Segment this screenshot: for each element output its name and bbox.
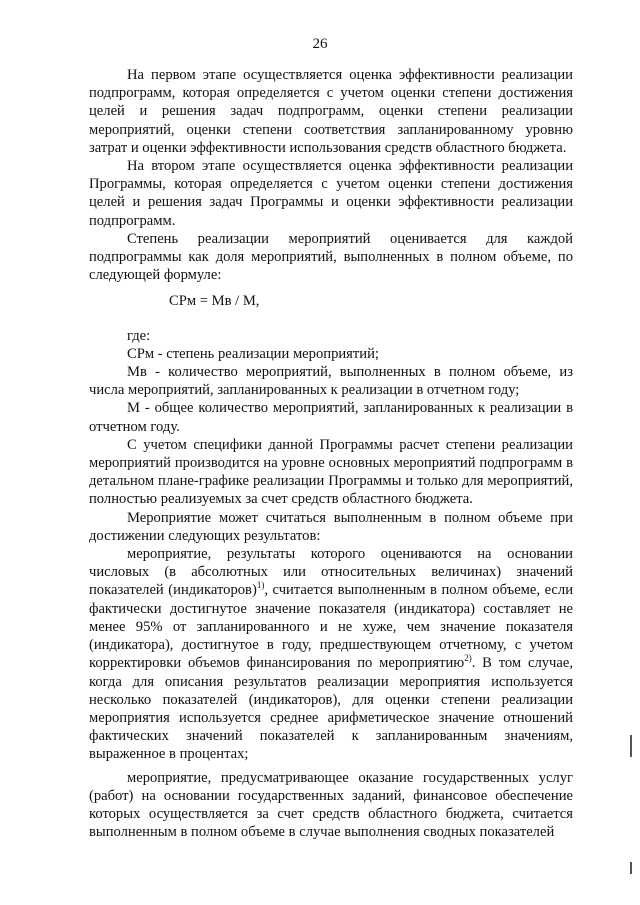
spacer [89, 317, 573, 327]
document-body [89, 66, 573, 841]
definition-mv: Мв - количество мероприятий, выполненных в полном объеме, из числа мероприятий, запланированных к реализации в отчетном году; [89, 364, 573, 399]
paragraph-program-specifics: С учетом специфики данной Программы расчет степени реализации мероприятий производится на уровне основных мероприятий подпрограмм в детальном плане-графике реализации Программы и только для мероприятий, полностью реализуемых за счет средств областного бюджета. [89, 436, 573, 508]
page-number: 26 [312, 36, 328, 52]
text-run: мероприятие, результаты которого оцениваются на основании числовых (в абсолютных или относительных величинах) значений показателей (индикаторов) [89, 546, 573, 599]
where-label: где: [127, 327, 151, 344]
text-run: . В том случае, когда для описания результатов реализации мероприятия используется несколько показателей (индикаторов), для оценки степени реализации мероприятия используется среднее арифметическое значение отношений фактических значений показателей к запланированным значениям, выраженное в процентах; [89, 655, 573, 763]
paragraph-state-services: мероприятие, предусматривающее оказание государственных услуг (работ) на основании государственных заданий, финансовое обеспечение которых осуществляется за счет средств областного бюджета, считается выполненным в полном объеме в случае выполнения сводных показателей [89, 769, 573, 841]
formula: СРм = Мв / М, [169, 293, 260, 310]
text-run: , считается выполненным в полном объеме, если фактически достигнутое значение показателя (индикатора) составляет не менее 95% от запланированного и не хуже, чем значение показателя (индикатора), достигнутое в году, предшествующем отчетному, с учетом корректировки объемов финансирования по мероприятию [89, 582, 573, 672]
footnote-ref-2: 2) [464, 653, 472, 664]
paragraph-numeric-indicators [89, 545, 573, 763]
footnote-ref-1: 1) [256, 580, 265, 591]
definition-srm: СРм - степень реализации мероприятий; [127, 345, 379, 362]
scan-edge-mark [630, 862, 632, 874]
paragraph-stage-one: На первом этапе осуществляется оценка эффективности реализации подпрограмм, которая определяется с учетом оценки степени достижения целей и решения задач подпрограмм, оценки степени реализации мероприятий, оценки степени соответствия запланированному уровню затрат и оценки эффективности использования средств областного бюджета. [89, 67, 573, 156]
paragraph-stage-two: На втором этапе осуществляется оценка эффективности реализации Программы, которая определяется с учетом оценки степени достижения целей и решения задач Программы и оценки эффективности реализации подпрограмм. [89, 158, 573, 229]
paragraph-implementation-degree: Степень реализации мероприятий оценивается для каждой подпрограммы как доля мероприятий, выполненных в полном объеме, по следующей формуле: [89, 230, 573, 284]
definition-m: М - общее количество мероприятий, запланированных к реализации в отчетном году. [89, 400, 573, 435]
scan-edge-mark [630, 735, 632, 757]
paragraph-completion-conditions: Мероприятие может считаться выполненным в полном объеме при достижении следующих результатов: [89, 509, 573, 544]
